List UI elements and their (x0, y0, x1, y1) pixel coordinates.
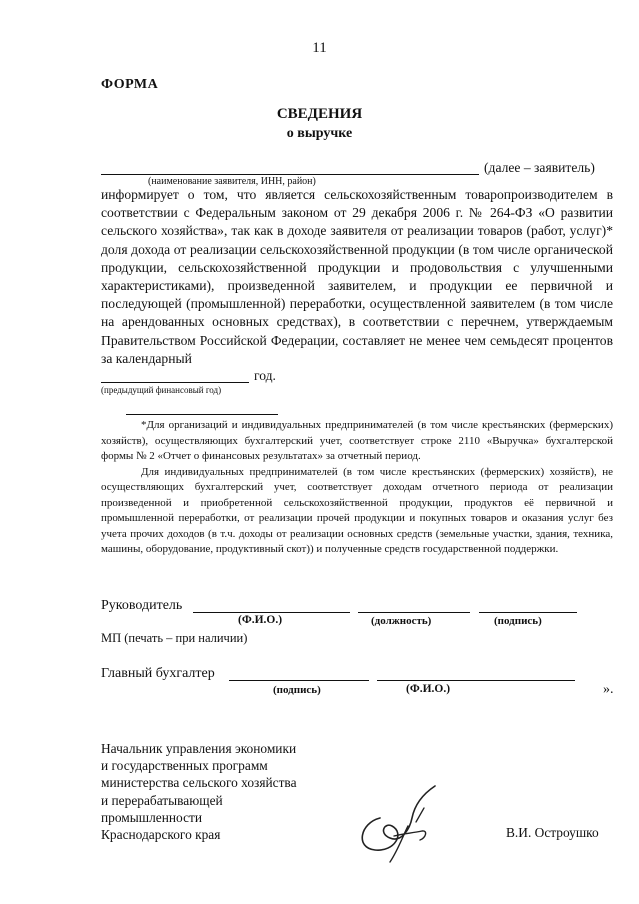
year-caption: (предыдущий финансовый год) (101, 385, 222, 395)
footnote-paragraph-1: *Для организаций и индивидуальных предпринимателей (в том числе крестьянских (фермерских) хозяйств), осуществляющих бухгалтерский учет, соответствует строке 2110 «Выручка» бухгалтерской формы № 2 «Отчет о финансовых результатах» за отчетный период. (101, 419, 613, 462)
chief-title-line: промышленности (101, 809, 203, 825)
accountant-fio-line (377, 680, 575, 681)
head-position-caption: (должность) (371, 615, 432, 627)
accountant-label: Главный бухгалтер (101, 666, 215, 681)
footnote-paragraph-2: Для индивидуальных предпринимателей (в том числе крестьянских (фермерских) хозяйств), не осуществляющих бухгалтерский учет, соответствует доходам отчетного периода от реализации произведенной и приобретенной сельскохозяйственной продукции, продуктов её первичной и промышленной переработки, от реализации прочей продукции и покупных товаров и оказания услуг без учета прочих доходов (в т.ч. доходы от реализации основных средств (земельные участки, здания, техника, машины, оборудование, продуктивный скот)) и полученные средств государственной поддержки. (101, 465, 613, 555)
page-number: 11 (312, 40, 327, 56)
head-signature-caption: (подпись) (494, 615, 542, 627)
form-label: ФОРМА (101, 77, 159, 92)
chief-title-line: Начальник управления экономики (101, 741, 297, 756)
accountant-signature-caption: (подпись) (273, 684, 321, 696)
head-signature-line (479, 612, 577, 613)
closing-quote: ». (603, 682, 614, 697)
document-title: СВЕДЕНИЯ (276, 106, 363, 122)
chief-title-line: и государственных программ (101, 758, 268, 774)
year-suffix: год. (254, 368, 276, 383)
chief-title-line: и перерабатывающей (101, 792, 223, 808)
applicant-name-line (101, 174, 479, 175)
head-fio-line (193, 612, 350, 613)
chief-title-line: министерства сельского хозяйства (101, 775, 297, 791)
footnote (101, 418, 613, 558)
stamp-note: МП (печать – при наличии) (101, 631, 248, 645)
head-fio-caption: (Ф.И.О.) (238, 614, 283, 626)
accountant-fio-caption: (Ф.И.О.) (406, 683, 451, 695)
head-label: Руководитель (101, 598, 183, 613)
footnote-separator (126, 414, 278, 415)
head-position-line (358, 612, 470, 613)
handwritten-signature (350, 778, 450, 868)
year-line (101, 382, 249, 383)
applicant-suffix: (далее – заявитель) (484, 160, 595, 175)
document-subtitle: о выручке (286, 126, 353, 141)
chief-name: В.И. Остроушко (506, 825, 599, 840)
accountant-signature-line (229, 680, 369, 681)
applicant-caption: (наименование заявителя, ИНН, район) (148, 176, 316, 187)
chief-title-block (101, 740, 297, 843)
body-paragraph: информирует о том, что является сельскохозяйственным товаропроизводителем в соответствии с Федеральным законом от 29 декабря 2006 г. № 264-ФЗ «О развитии сельского хозяйства», так как в доходе заявителя от реализации товаров (работ, услуг)* доля дохода от реализации сельскохозяйственной продукции (в том числе органической продукции, сельскохозяйственной продукции и продовольствия с улучшенными характеристиками), произведенной заявителем, и продукции ее первичной и последующей (промышленной) переработки, осуществленной заявителем (в том числе на арендованных основных средствах), в соответствии с перечнем, утверждаемым Правительством Российской Федерации, составляет не менее чем семьдесят процентов за календарный (101, 187, 613, 366)
chief-title-line: Краснодарского края (101, 827, 221, 843)
